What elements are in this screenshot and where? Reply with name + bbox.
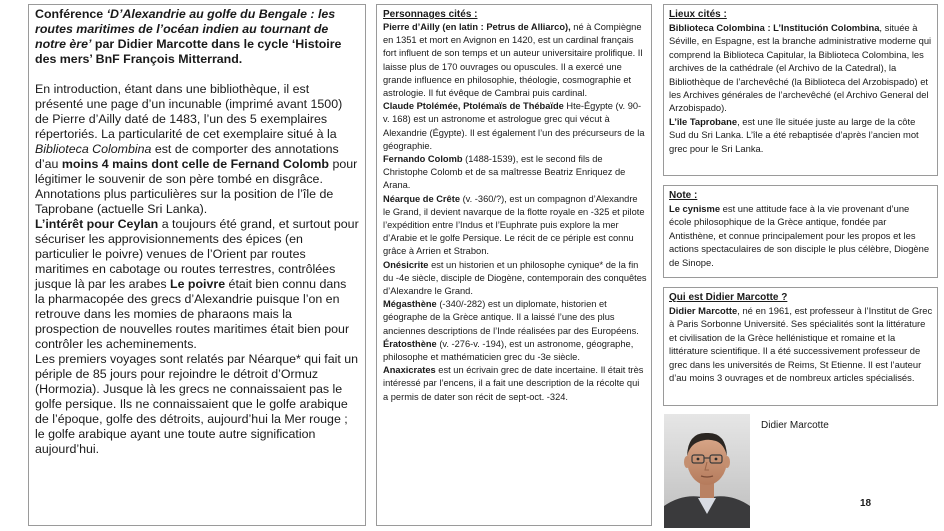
photo-caption: Didier Marcotte: [761, 420, 829, 431]
title-text: Conférence: [35, 7, 107, 21]
list-item: Fernando Colomb (1488-1539), est le second fils de Christophe Colomb et de sa maîtresse Beatriz Enriquez de Arana.: [383, 154, 626, 191]
personnages-box: [376, 4, 652, 526]
personnages-heading: Personnages cités :: [383, 9, 478, 20]
note-text: Le cynisme est une attitude face à la vie provenant d’une école philosophique de la Grèce antique, fondée par Antisthène, et connue principalement pour les propos et les actions spectaculaires de son disciple le plus célèbre, Diogène de Sinope.: [669, 203, 930, 268]
list-item: Anaxicrates est un écrivain grec de date incertaine. Il était très intéressé par l’encens, il a fait une description de la récolte qui a permis de dater son récit de sept-oct. -324.: [383, 365, 644, 402]
bio-box: [663, 287, 938, 406]
main-text-box: [28, 4, 366, 526]
list-item: Claude Ptolémée, Ptolémaïs de Thébaïde Hte-Égypte (v. 90-v. 168) est un astronome et astrologue grec qui vécut à Alexandrie (Égypte). Il est également l’un des précurseurs de la géographie.: [383, 101, 645, 151]
page-number: 18: [860, 498, 872, 509]
conference-title: [35, 7, 359, 67]
paragraph-intro: En introduction, étant dans une bibliothèque, il est présenté une page d’un incunable (imprimé avant 1500) de Pierre d’Ailly daté de 1483, l’un des 5 exemplaires répertoriés. La particularité de cet exemplaire situé à la Biblioteca Colombina est de comporter des annotations d’au moins 4 mains dont celle de Fernand Colomb pour légitimer le souvenir de son père tombé en disgrâce. Annotations plus particulières sur la position de l’île de Taprobane (actuelle Sri Lanka).: [35, 82, 358, 216]
lieux-box: [663, 4, 938, 176]
note-box: [663, 185, 938, 278]
list-item: Pierre d’Ailly (en latin : Petrus de Alliarco), né à Compiègne en 1351 et mort en Avignon en 1420, est un cardinal français fort influent de son temps et un auteur universitaire prolifique. Il laisse plus de 170 ouvrages ou opuscules. Il a exercé une grande influence en philosophie, théologie, cosmographie et astrologie. Il fut évêque de Cambrai puis cardinal.: [383, 22, 643, 99]
list-item: Onésicrite est un historien et un philosophe cynique* de la fin du -4e siècle, disciple de Diogène, contemporain des conquêtes d’Alexandre le Grand.: [383, 259, 647, 297]
bio-text: Didier Marcotte, né en 1961, est professeur à l’Institut de Grec à Paris Sorbonne Université. Ses spécialités sont la littérature et civilisation de la Grèce hellénistique et romaine et la littérature scientifique. Il a été successivement professeur de grec dans les universités de Reims, St Etienne. Il est l’auteur d’au moins 3 ouvrages et de nombreux articles spécialisés.: [669, 305, 933, 384]
lieux-heading: Lieux cités :: [669, 9, 727, 20]
portrait-photo: [664, 414, 750, 528]
personnages-list: [383, 21, 647, 404]
list-item: Mégasthène (-340/-282) est un diplomate, historien et géographe de la Grèce antique. Il a laissé l’une des plus anciennes descriptions de l’Inde réalisées par des Européens.: [383, 299, 639, 336]
paragraph-voyages: Les premiers voyages sont relatés par Néarque* qui fait un périple de 85 jours pour rejoindre le détroit d’Ormuz (Hormozia). Jusque là les grecs ne connaissaient pas le golfe persique. Ils ne connaissaient que le golfe arabique de l’époque, golfe des détroits, aujourd’hui la Mer rouge ; le golfe arabique ayant une toute autre signification aujourd’hui.: [35, 352, 359, 456]
portrait-illustration: [664, 414, 750, 528]
list-item: L’île Taprobane, est une île située juste au large de la côte Sud du Sri Lanka. L’île a été rebaptisée d’après l’ancien mot grec pour le Sri Lanka.: [669, 115, 919, 154]
title-italic: ‘D’Alexandrie au golfe du Bengale : les routes maritimes de l’océan indien au tournant de notre ère’: [35, 7, 336, 51]
list-item: Néarque de Crête (v. -360/?), est un compagnon d’Alexandre le Grand, il devient navarque de la flotte royale en -325 et pilote l’expédition entre l’Indus et l’Euphrate puis explore la mer d’Arabie et le golfe Persique. Le récit de ce périple est connu grâce à Arrien et Strabon.: [383, 193, 645, 257]
list-item: Ératosthène (v. -276-v. -194), est un astronome, géographe, philosophe et mathématicien grec du -3e siècle.: [383, 338, 634, 363]
note-heading: Note :: [669, 190, 698, 201]
bio-heading: Qui est Didier Marcotte ?: [669, 292, 788, 303]
paragraph-ceylan: L’intérêt pour Ceylan a toujours été grand, et surtout pour sécuriser les approvisionnements des épices (en particulier le poivre) venues de l’Orient par routes maritimes en cabotage ou routes terrestres, contrôlées jusque là par les arabes Le poivre était bien connu dans la pharmacopée des grecs d’Alexandrie puisque l’on en retrouve dans les momies de pharaons mais la prospection de nouvelles routes maritimes était bien pour contrôler les acheminements.: [35, 217, 359, 351]
title-text-end: par Didier Marcotte dans le cycle ‘Histoire des mers’ BnF François Mitterrand.: [35, 37, 342, 66]
list-item: Biblioteca Colombina : L’Institución Colombina, située à Séville, en Espagne, est la branche administrative moderne qui comprend la Biblioteca Capitular, la Biblioteca Colombina, les archives de la cathédrale (el Archivo de la Catedral), la Bibliothèque de l’archevêché (la Biblioteca del Arzobispado) et les Archives générales de l’archevêché (el Archivo General del Arzobispado).: [669, 22, 932, 114]
